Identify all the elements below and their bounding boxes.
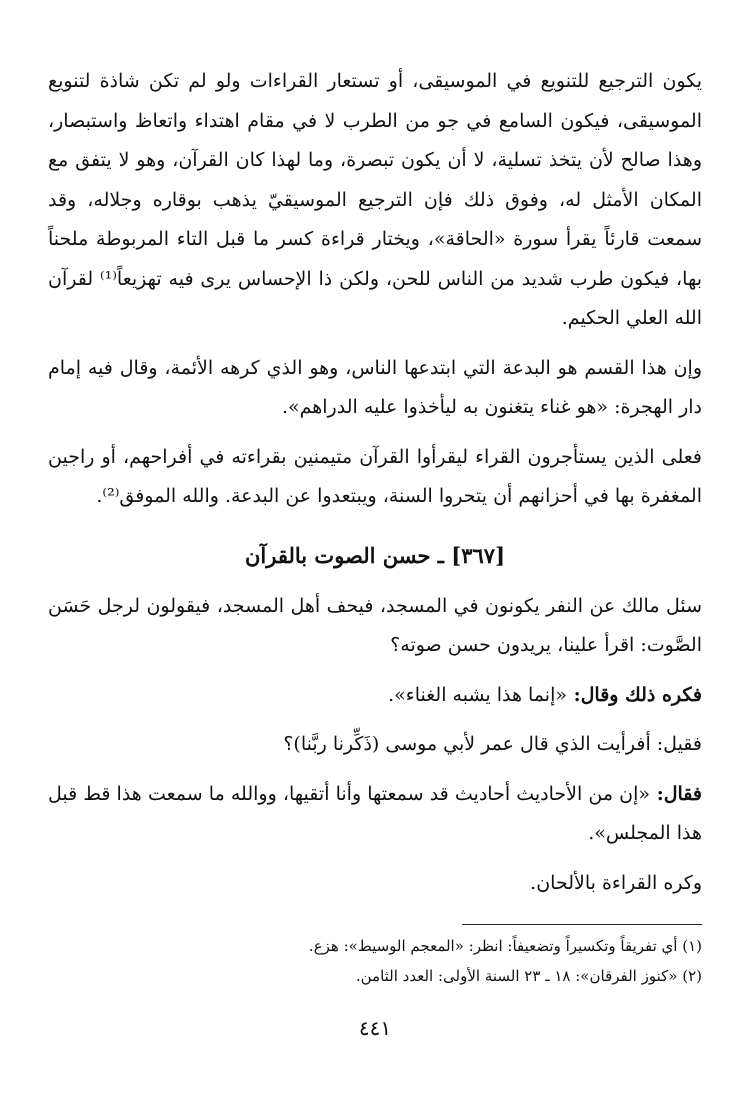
paragraph-2: وإن هذا القسم هو البدعة التي ابتدعها الناس، وهو الذي كرهه الأئمة، وقال فيه إمام دار الهجرة: «هو غناء يتغنون به ليأخذوا عليه الدراهم». bbox=[48, 356, 702, 418]
section-heading: [٣٦٧] ـ حسن الصوت بالقرآن bbox=[245, 542, 505, 568]
footnote-2: (٢) «كنوز الفرقان»: ١٨ ـ ٢٣ السنة الأولى: العدد الثامن. bbox=[355, 967, 702, 985]
quote-text: «إن من الأحاديث أحاديث قد سمعتها وأنا أتقيها، ووالله ما سمعت هذا قط قبل هذا المجلس». bbox=[48, 782, 702, 844]
section-paragraph-1: سئل مالك عن النفر يكونون في المسجد، فيحف أهل المسجد، فيقولون لرجل حَسَن الصَّوت: اقرأ علينا، يريدون حسن صوته؟ bbox=[48, 594, 702, 656]
paragraph-lead: فكره ذلك وقال: bbox=[567, 683, 702, 706]
section-paragraph-5: وكره القراءة بالألحان. bbox=[530, 871, 702, 894]
footnote-1: (١) أي تفريقاً وتكسيراً وتضعيفاً: انظر: «المعجم الوسيط»: هزع. bbox=[308, 937, 702, 955]
main-text bbox=[48, 62, 702, 903]
page-number: ٤٤١ bbox=[358, 1016, 392, 1040]
paragraph-3: فعلى الذين يستأجرون القراء ليقرأوا القرآن متيمنين بقراءته في أفراحهم، أو راجين المغفرة بها في أحزانهم أن يتحروا السنة، ويبتعدوا عن البدعة. والله الموفق⁽²⁾. bbox=[48, 445, 702, 507]
footnotes bbox=[48, 924, 702, 991]
section-paragraph-3: فقيل: أفرأيت الذي قال عمر لأبي موسى (ذَكِّرنا ربَّنا)؟ bbox=[283, 733, 702, 755]
section-paragraph-4 bbox=[48, 775, 702, 854]
paragraph-1: يكون الترجيع للتنويع في الموسيقى، أو تستعار القراءات ولو لم تكن شاذة لتنويع الموسيقى، فيكون السامع في جو من الطرب لا في مقام اهتداء واتعاظ واستبصار، وهذا صالح لأن يتخذ تسلية، لا أن يكون تبصرة، وما لهذا كان القرآن، وهو لا يتفق مع المكان الأمثل له، وفوق ذلك فإن الترجيع الموسيقيّ يذهب بوقاره وجلاله، وقد سمعت قارئاً يقرأ سورة «الحاقة»، ويختار قراءة كسر ما قبل التاء المربوطة ملحناً بها، فيكون طرب شديد من الناس للحن، ولكن ذا الإحساس يرى فيه تهزيعاً⁽¹⁾ لقرآن الله العلي الحكيم. bbox=[48, 70, 702, 329]
paragraph-lead: فقال: bbox=[650, 782, 702, 805]
footnote-divider bbox=[462, 924, 702, 925]
section-paragraph-2 bbox=[48, 676, 702, 716]
quote-text: «إنما هذا يشبه الغناء». bbox=[388, 683, 567, 706]
